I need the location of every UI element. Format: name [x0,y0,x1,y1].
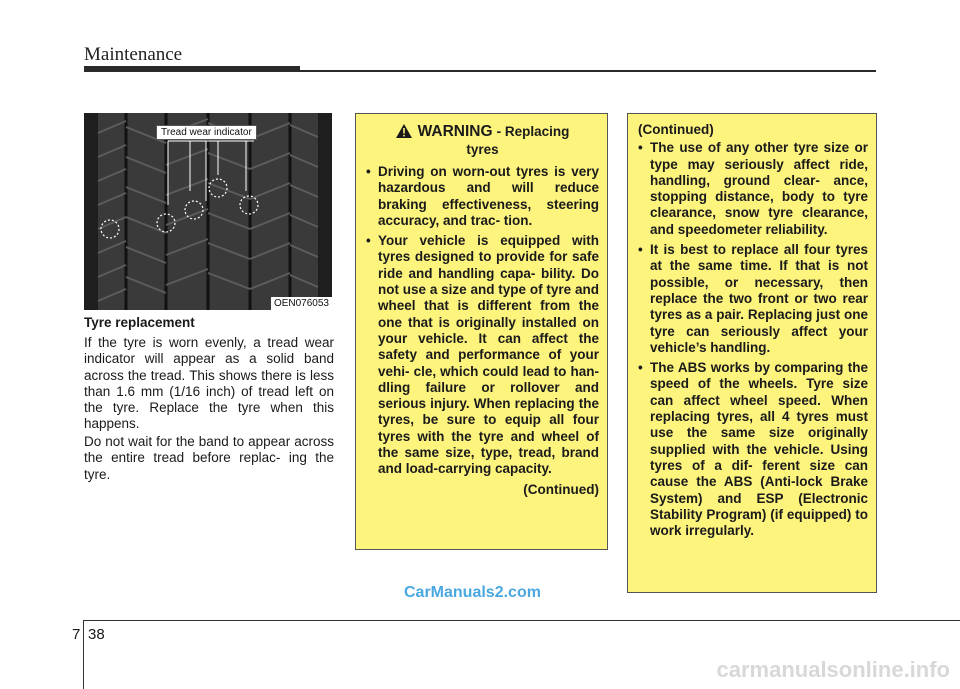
continued-warning-box [627,113,877,593]
warning-box [355,113,608,550]
carmanuals-watermark[interactable]: CarManuals2.com [404,584,541,601]
footer-divider [83,620,84,689]
continued-label: (Continued) [638,122,714,137]
body-paragraph-2: Do not wait for the band to appear across the entire tread before replac- ing the tyre. [84,434,334,482]
warning-label: WARNING [417,123,493,140]
tyre-replacement-heading: Tyre replacement [84,315,195,330]
image-code: OEN076053 [271,297,332,310]
warning-continued: (Continued) [523,481,599,497]
continued-bullet: • The use of any other tyre size or type may seriously affect ride, handling, ground clear- ance, stopping distance, body to tyre clearance, snow tyre clearance, and speedometer reliability. [638,140,868,238]
page-number: 38 [88,626,105,643]
header-rule-thin [300,70,876,72]
site-watermark: carmanualsonline.info [716,657,950,682]
tread-wear-callout: Tread wear indicator [156,125,257,140]
footer-rule [84,620,960,621]
tyre-tread-figure [84,113,332,310]
continued-bullet: • It is best to replace all four tyres at the same time. If that is not possible, or necessary, then replace the two front or two rear tyres as a pair. Replacing just one tyre can seriously affect your vehicle’s handling. [638,242,868,356]
warning-bullet: • Your vehicle is equipped with tyres designed to provide for safe ride and handling capa- bility. Do not use a size and type of tyre and wheel that is different from the one that is originally installed on your vehicle. It can affect the safety and performance of your vehi- cle, which could lead to han- dling failure or rollover and serious injury. When replacing the tyres, be sure to equip all four tyres with the tyre and wheel of the same size, type, tread, brand and load-carrying capacity. [366,233,599,477]
header-rule-thick [84,66,300,72]
continued-bullet: • The ABS works by comparing the speed of the wheels. Tyre size can affect wheel speed. When replacing tyres, all 4 tyres must use the same size originally supplied with the vehicle. Using tyres of a dif- ferent size can cause the ABS (Anti-lock Brake System) and ESP (Electronic Stability Program) (if equipped) to work irregularly. [638,360,868,539]
warning-subtitle-line1: - Replacing [496,124,570,139]
warning-bullet: • Driving on worn-out tyres is very hazardous and will reduce braking effectiveness, steering accuracy, and trac- tion. [366,164,599,229]
chapter-number: 7 [72,626,81,643]
tyre-tread-illustration [84,113,332,310]
continued-bullet-list [638,140,868,539]
warning-bullet-list [366,164,599,478]
warning-triangle-icon [396,124,412,142]
warning-subtitle-line2: tyres [466,142,499,157]
body-paragraph-1: If the tyre is worn evenly, a tread wear indicator will appear as a solid band across the tread. This shows there is less than 1.6 mm (1/16 inch) of tread left on the tyre. Replace the tyre when this happens. [84,335,334,432]
warning-title [366,124,599,158]
section-title: Maintenance [84,44,183,65]
